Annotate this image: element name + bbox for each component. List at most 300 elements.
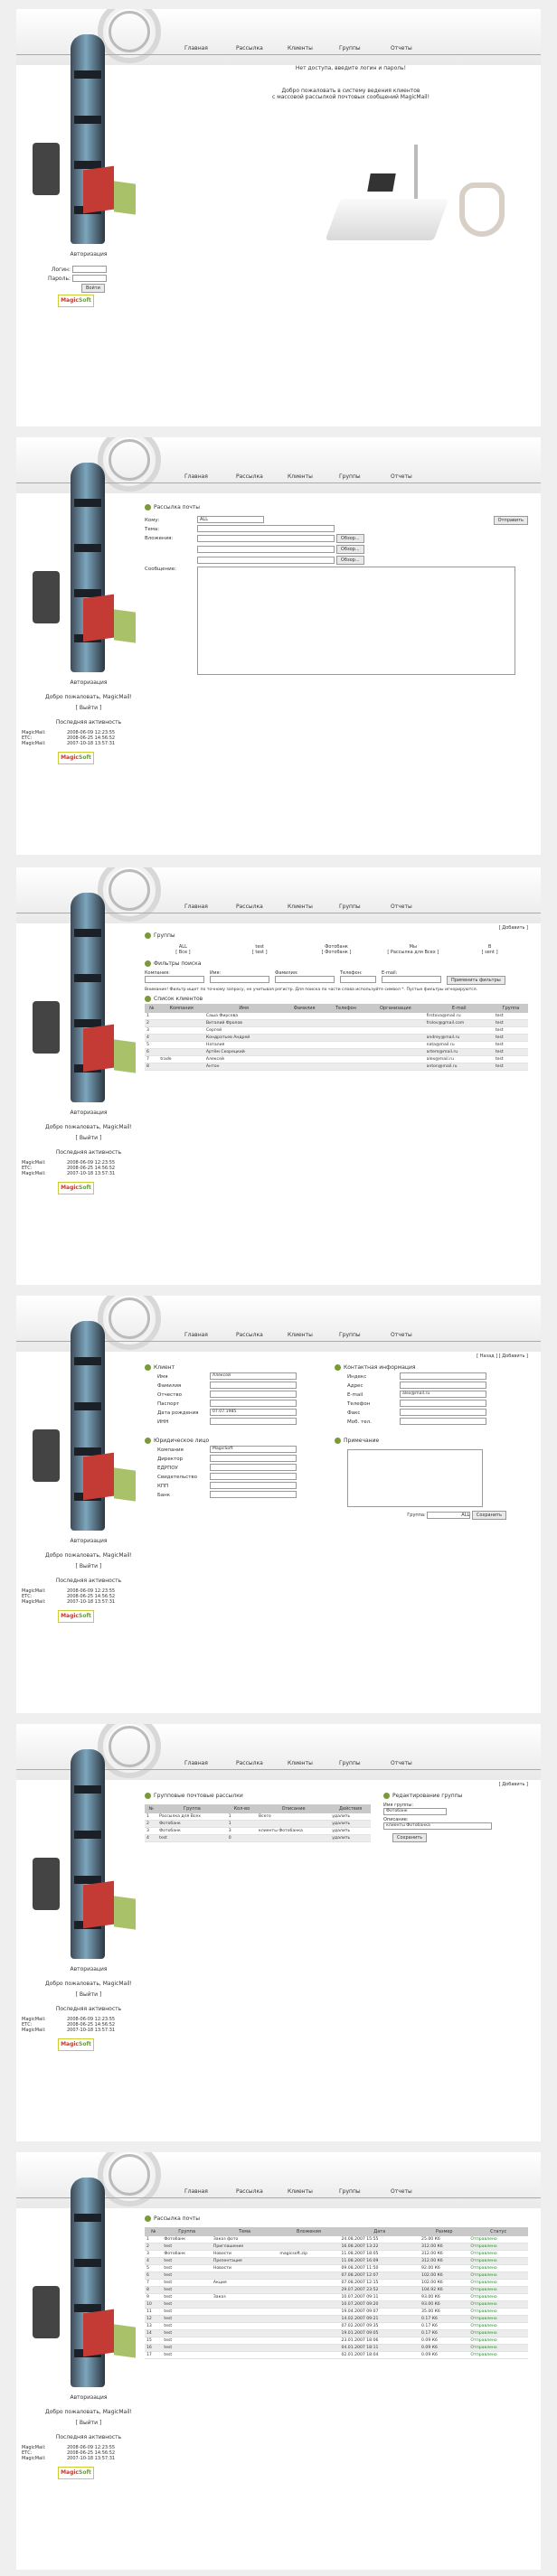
column-header: Имя: [204, 1004, 284, 1013]
form-row: [335, 1391, 506, 1398]
table-cell: [158, 1063, 204, 1071]
chair-illustration: [33, 1429, 60, 1482]
table-row[interactable]: [145, 2265, 528, 2272]
table-cell: [212, 2316, 278, 2323]
table-cell: Отправлено: [468, 2337, 528, 2345]
login-button[interactable]: Войти: [81, 284, 105, 293]
form-row: [145, 1418, 316, 1425]
table-cell: [283, 1056, 325, 1063]
table-cell: Антон: [204, 1063, 284, 1071]
filter-note: Внимание! Фильтр ищет по точному запросу, не учитывая регистр. Для поиска по части слова используйте символ *. Пустые фильтры игнорируются.: [145, 988, 478, 992]
table-cell: Отправлено: [468, 2272, 528, 2280]
filter-phone-input[interactable]: [340, 976, 376, 983]
table-cell: [326, 1035, 366, 1042]
menu-item[interactable]: Группы: [339, 2188, 361, 2195]
password-label: Пароль:: [47, 275, 71, 282]
table-row[interactable]: [145, 1035, 528, 1042]
panel-groups: [16, 1724, 541, 2141]
column-header: Вложения: [278, 2227, 339, 2236]
save-button[interactable]: Сохранить: [392, 1833, 427, 1842]
table-cell: trade: [158, 1056, 204, 1063]
auth-title: Авторизация: [70, 1538, 108, 1544]
check-icon: [145, 932, 151, 939]
hello-text: Добро пожаловать, MagicMail!: [45, 694, 132, 700]
table-cell: [212, 2309, 278, 2316]
table-cell: [257, 1821, 330, 1828]
filter-company-input[interactable]: [145, 976, 204, 983]
table-row[interactable]: [145, 2330, 528, 2337]
menu-item[interactable]: Клиенты: [288, 45, 313, 52]
table-cell: artem@mail.ru: [425, 1049, 494, 1056]
menu-item[interactable]: Клиенты: [288, 1332, 313, 1338]
tower-band: [74, 1402, 101, 1410]
table-cell: Саша Фирсова: [204, 1013, 284, 1020]
form-row: [335, 1382, 506, 1389]
column-header: №: [145, 1804, 157, 1813]
mail-title: Рассылка почты: [154, 2215, 201, 2222]
table-cell: 7: [145, 2280, 162, 2287]
group-tab[interactable]: Мы [ Рассылка для Всех ]: [387, 944, 439, 955]
message-label: Сообщение:: [145, 567, 176, 572]
table-cell: 0.09 Кб: [420, 2345, 468, 2352]
form-row: [145, 1491, 316, 1498]
group-edit-title: Редактирование группы: [392, 1793, 463, 1799]
table-cell: [366, 1049, 425, 1056]
menu-item[interactable]: Отчеты: [391, 45, 412, 52]
menu-item[interactable]: Рассылка: [236, 45, 263, 52]
field-label: Адрес: [347, 1382, 363, 1389]
field-input[interactable]: [210, 1491, 297, 1498]
field-input[interactable]: 07.07.1985: [210, 1409, 297, 1416]
browse-button-1[interactable]: Обзор...: [336, 534, 364, 543]
table-cell: 17: [145, 2352, 162, 2359]
attach-input-3[interactable]: [197, 557, 335, 564]
table-row[interactable]: [145, 1835, 371, 1842]
table-row[interactable]: [145, 1013, 528, 1020]
subject-input[interactable]: [197, 525, 335, 532]
send-button[interactable]: Отправить: [494, 516, 528, 525]
menu-item[interactable]: Рассылка: [236, 1332, 263, 1338]
table-cell: test: [162, 2287, 211, 2294]
table-cell: [366, 1020, 425, 1027]
table-cell: test: [162, 2301, 211, 2309]
table-cell: 23.01.2007 18:06: [339, 2337, 420, 2345]
table-row[interactable]: [145, 2294, 528, 2301]
table-cell: Кондратьев Андрей: [204, 1035, 284, 1042]
groups-list-title: Групповые почтовые рассылки: [154, 1793, 243, 1799]
table-row[interactable]: [145, 2316, 528, 2323]
contact-block: [335, 1363, 506, 1427]
table-row[interactable]: [145, 2345, 528, 2352]
table-cell: [278, 2316, 339, 2323]
check-icon: [145, 1438, 151, 1444]
menu-item[interactable]: Отчеты: [391, 1332, 412, 1338]
browse-button-2[interactable]: Обзор...: [336, 545, 364, 554]
green-chair-illustration: [114, 609, 136, 642]
table-cell: 10.07.2007 09:20: [339, 2301, 420, 2309]
filter-email-input[interactable]: [382, 976, 441, 983]
tower-band: [74, 1831, 101, 1839]
table-cell: 8: [145, 2287, 162, 2294]
group-tab[interactable]: В [ sent ]: [481, 944, 498, 955]
main: [145, 2214, 528, 2359]
form-row: [145, 1473, 316, 1480]
table-cell: удалить: [330, 1835, 371, 1842]
field-input[interactable]: [210, 1418, 297, 1425]
main: [161, 65, 541, 100]
tower-band: [74, 974, 101, 982]
table-row[interactable]: [145, 2337, 528, 2345]
org-title: Юридическое лицо: [154, 1438, 210, 1444]
decor-illustration: [20, 893, 139, 1110]
field-input[interactable]: [400, 1409, 486, 1416]
subject-label: Тема:: [145, 526, 160, 532]
groups-title: Группы: [154, 932, 175, 939]
menu-item[interactable]: Клиенты: [288, 2188, 313, 2195]
table-cell: test: [162, 2294, 211, 2301]
table-cell: Алексей: [204, 1056, 284, 1063]
table-cell: andrey@mail.ru: [425, 1035, 494, 1042]
table-cell: Сергей: [204, 1027, 284, 1035]
table-cell: 2: [145, 2243, 162, 2251]
menu-item[interactable]: Группы: [339, 473, 361, 480]
table-cell: nata@mail.ru: [425, 1042, 494, 1049]
menu-item[interactable]: Рассылка: [236, 1760, 263, 1766]
table-row[interactable]: [145, 1042, 528, 1049]
check-icon: [335, 1364, 341, 1371]
filter-name-input[interactable]: [210, 976, 269, 983]
table-cell: [212, 2301, 278, 2309]
field-label: ИНН: [157, 1419, 169, 1425]
main-menu: [184, 904, 442, 910]
logout-link[interactable]: [ Выйти ]: [75, 1991, 102, 1998]
menu-item[interactable]: Группы: [339, 1760, 361, 1766]
field-input[interactable]: [210, 1464, 297, 1471]
chair-illustration: [33, 571, 60, 623]
red-chair-illustration: [83, 1881, 114, 1929]
table-cell: 0.17 Кб: [420, 2330, 468, 2337]
group-select[interactable]: ALL: [427, 1512, 470, 1519]
save-button[interactable]: Сохранить: [472, 1511, 506, 1520]
field-input[interactable]: [210, 1482, 297, 1489]
field-input[interactable]: [210, 1455, 297, 1462]
table-row[interactable]: [145, 1027, 528, 1035]
table-cell: 10: [145, 2301, 162, 2309]
menu-item[interactable]: Главная: [184, 1760, 208, 1766]
table-cell: Фотобанк: [157, 1821, 227, 1828]
table-cell: Фотобанк: [157, 1828, 227, 1835]
table-cell: test: [162, 2337, 211, 2345]
form-row: [145, 1400, 316, 1407]
table-cell: 0.09 Кб: [420, 2352, 468, 2359]
chair-illustration: [33, 143, 60, 195]
back-link[interactable]: [ Назад ]: [477, 1354, 498, 1359]
table-row[interactable]: [145, 1020, 528, 1027]
column-header: Описание: [257, 1804, 330, 1813]
menu-item[interactable]: Главная: [184, 45, 208, 52]
magicsoft-logo: MagicSoft: [58, 1610, 94, 1623]
table-cell: 19.01.2007 09:05: [339, 2330, 420, 2337]
table-cell: 93.00 Кб: [420, 2301, 468, 2309]
table-cell: [366, 1013, 425, 1020]
table-row[interactable]: [145, 2251, 528, 2258]
form-row: [145, 1391, 316, 1398]
table-cell: 14.02.2007 09:21: [339, 2316, 420, 2323]
apply-filters-button[interactable]: Применить фильтры: [447, 976, 505, 985]
logout-link[interactable]: [ Выйти ]: [75, 2420, 102, 2426]
table-row[interactable]: [145, 2258, 528, 2265]
table-cell: 7: [145, 1056, 158, 1063]
group-tab[interactable]: ALL [ Все ]: [175, 944, 191, 955]
table-row[interactable]: [145, 2243, 528, 2251]
magicsoft-logo: MagicSoft: [58, 1182, 94, 1194]
logout-link[interactable]: [ Выйти ]: [75, 1135, 102, 1141]
field-input[interactable]: alex@mail.ru: [400, 1391, 486, 1398]
table-cell: test: [494, 1013, 528, 1020]
field-input[interactable]: [210, 1391, 297, 1398]
menu-item[interactable]: Группы: [339, 45, 361, 52]
last-activity-title: Последняя активность: [55, 2006, 122, 2012]
column-header: Дата: [339, 2227, 420, 2236]
logout-link[interactable]: [ Выйти ]: [75, 705, 102, 711]
chair-illustration: [33, 2286, 60, 2338]
table-row[interactable]: [145, 1049, 528, 1056]
table-cell: 12: [145, 2316, 162, 2323]
field-label: Имя: [157, 1373, 168, 1380]
table-cell: 3: [145, 1828, 157, 1835]
tower-band: [74, 116, 101, 124]
table-cell: [212, 2345, 278, 2352]
table-row[interactable]: [145, 2236, 528, 2243]
table-cell: [212, 2330, 278, 2337]
password-input[interactable]: [72, 275, 107, 282]
table-cell: 11: [145, 2309, 162, 2316]
field-input[interactable]: [400, 1400, 486, 1407]
menu-item[interactable]: Главная: [184, 473, 208, 480]
field-input[interactable]: [400, 1382, 486, 1389]
table-cell: [366, 1035, 425, 1042]
table-cell: 3: [227, 1828, 257, 1835]
menu-item[interactable]: Клиенты: [288, 473, 313, 480]
table-cell: [326, 1063, 366, 1071]
check-icon: [145, 1793, 151, 1799]
notes-textarea[interactable]: [347, 1449, 483, 1507]
table-cell: [278, 2280, 339, 2287]
table-cell: 6: [145, 1049, 158, 1056]
column-header: Компания: [158, 1004, 204, 1013]
table-cell: 104.92 Кб: [420, 2287, 468, 2294]
main-menu: [184, 45, 442, 52]
red-chair-illustration: [83, 1025, 114, 1073]
table-row[interactable]: [145, 2301, 528, 2309]
table-cell: 07.08.2007 12:15: [339, 2280, 420, 2287]
table-cell: Заказ фото: [212, 2236, 278, 2243]
table-row[interactable]: [145, 1828, 371, 1835]
table-row[interactable]: [145, 2352, 528, 2359]
table-cell: 11.08.2007 16:09: [339, 2258, 420, 2265]
table-cell: 1: [145, 1813, 157, 1821]
activity-list: MagicMail: 2008-06-09 12:23:55 ЕТС: 2008-06-25 14:56:52 MagicMail: 2007-10-18 13:57:31: [22, 2445, 116, 2461]
table-cell: 4: [145, 1835, 157, 1842]
table-cell: удалить: [330, 1813, 371, 1821]
group-tab[interactable]: Фотобанк [ Фотобанк ]: [321, 944, 352, 955]
table-cell: [326, 1013, 366, 1020]
table-cell: test: [162, 2330, 211, 2337]
group-name-input[interactable]: Фотобанк: [383, 1808, 447, 1815]
attach-input-1[interactable]: [197, 535, 335, 542]
hello-text: Добро пожаловать, MagicMail!: [45, 1981, 132, 1987]
table-row[interactable]: [145, 1821, 371, 1828]
table-cell: [326, 1042, 366, 1049]
add-link[interactable]: [ Добавить ]: [498, 1782, 528, 1787]
menu-item[interactable]: Главная: [184, 2188, 208, 2195]
table-cell: [278, 2243, 339, 2251]
table-cell: 312.00 Кб: [420, 2258, 468, 2265]
field-input[interactable]: [210, 1382, 297, 1389]
table-cell: 3: [145, 2251, 162, 2258]
last-activity-title: Последняя активность: [55, 2434, 122, 2440]
table-cell: 0.09 Кб: [420, 2337, 468, 2345]
filter-surname-input[interactable]: [275, 976, 335, 983]
column-header: Размер: [420, 2227, 468, 2236]
check-icon: [145, 1364, 151, 1371]
add-link[interactable]: [ Добавить ]: [498, 1354, 528, 1359]
chair-illustration: [33, 1858, 60, 1910]
main: [145, 925, 528, 1071]
table-cell: test: [494, 1049, 528, 1056]
login-input[interactable]: [72, 266, 107, 273]
table-cell: test: [162, 2323, 211, 2330]
auth-title: Авторизация: [70, 251, 108, 258]
field-input[interactable]: Алексей: [210, 1372, 297, 1380]
browse-button-3[interactable]: Обзор...: [336, 556, 364, 565]
field-input[interactable]: [210, 1473, 297, 1480]
green-chair-illustration: [114, 1467, 136, 1501]
group-desc-input[interactable]: клиенты Фотобанка: [383, 1822, 492, 1830]
field-label: Дата рождения: [157, 1410, 199, 1416]
group-tab[interactable]: test [ test ]: [251, 944, 268, 955]
menu-item[interactable]: Клиенты: [288, 904, 313, 910]
menu-item[interactable]: Отчеты: [391, 1760, 412, 1766]
to-select[interactable]: ALL: [197, 516, 264, 523]
activity-list: MagicMail: 2008-06-09 12:23:55 ЕТС: 2008-06-25 14:56:52 MagicMail: 2007-10-18 13:57:31: [22, 730, 116, 746]
field-input[interactable]: [400, 1418, 486, 1425]
add-link[interactable]: [ Добавить ]: [498, 925, 528, 931]
main: [145, 1782, 528, 1842]
red-chair-illustration: [83, 1453, 114, 1501]
decor-illustration: [20, 1749, 139, 1966]
check-icon: [335, 1438, 341, 1444]
table-cell: test: [162, 2243, 211, 2251]
table-row[interactable]: [145, 2323, 528, 2330]
magicsoft-logo: MagicSoft: [58, 295, 94, 307]
table-row[interactable]: [145, 2280, 528, 2287]
table-cell: test: [494, 1027, 528, 1035]
table-cell: [278, 2294, 339, 2301]
field-label: Директор: [157, 1456, 184, 1462]
group-name-label: Имя группы:: [383, 1803, 414, 1808]
table-cell: Новости: [212, 2265, 278, 2272]
menu-item[interactable]: Группы: [339, 904, 361, 910]
column-header: E-mail: [425, 1004, 494, 1013]
menu-item[interactable]: Рассылка: [236, 904, 263, 910]
tower-band: [74, 1357, 101, 1365]
table-cell: test: [157, 1835, 227, 1842]
table-cell: 04.01.2007 18:11: [339, 2345, 420, 2352]
table-cell: Фотобанк: [162, 2251, 211, 2258]
table-row[interactable]: [145, 2272, 528, 2280]
table-cell: 09.08.2007 11:50: [339, 2265, 420, 2272]
main-menu: [184, 1760, 442, 1766]
menu-item[interactable]: Клиенты: [288, 1760, 313, 1766]
field-input[interactable]: [400, 1372, 486, 1380]
activity-list: MagicMail: 2008-06-09 12:23:55 ЕТС: 2008-06-25 14:56:52 MagicMail: 2007-10-18 13:57:31: [22, 1588, 116, 1605]
table-cell: 07.02.2007 09:35: [339, 2323, 420, 2330]
table-cell: 1: [227, 1821, 257, 1828]
table-cell: [158, 1049, 204, 1056]
table-cell: test: [494, 1020, 528, 1027]
form-row: [145, 1409, 316, 1416]
panel-mail: [16, 437, 541, 855]
table-cell: [278, 2323, 339, 2330]
menu-item[interactable]: Отчеты: [391, 473, 412, 480]
form-row: [145, 1464, 316, 1471]
table-cell: [212, 2272, 278, 2280]
table-cell: Виталий Фролов: [204, 1020, 284, 1027]
table-row[interactable]: [145, 1813, 371, 1821]
table-cell: 19.04.2007 09:07: [339, 2309, 420, 2316]
last-activity-title: Последняя активность: [55, 1149, 122, 1156]
table-cell: 6: [145, 2272, 162, 2280]
table-cell: [278, 2309, 339, 2316]
table-cell: Отправлено: [468, 2251, 528, 2258]
mail-form: [145, 516, 528, 675]
table-cell: 0.17 Кб: [420, 2323, 468, 2330]
menu-item[interactable]: Рассылка: [236, 473, 263, 480]
menu-item[interactable]: Группы: [339, 1332, 361, 1338]
menu-item[interactable]: Главная: [184, 1332, 208, 1338]
field-input[interactable]: [210, 1400, 297, 1407]
table-cell: 16: [145, 2345, 162, 2352]
message-textarea[interactable]: [197, 567, 515, 675]
table-row[interactable]: [145, 1063, 528, 1071]
table-cell: [326, 1020, 366, 1027]
table-row[interactable]: [145, 2309, 528, 2316]
decor-illustration: [20, 34, 139, 251]
table-cell: [278, 2337, 339, 2345]
table-row[interactable]: [145, 2287, 528, 2294]
field-label: Банк: [157, 1492, 171, 1498]
field-input[interactable]: MagicSoft: [210, 1446, 297, 1453]
menu-item[interactable]: Главная: [184, 904, 208, 910]
table-row[interactable]: [145, 1056, 528, 1063]
group-edit-block: [383, 1791, 519, 1842]
field-label: ЕДРПОУ: [157, 1465, 178, 1471]
table-cell: 4: [145, 1035, 158, 1042]
table-cell: Новости: [212, 2251, 278, 2258]
logout-link[interactable]: [ Выйти ]: [75, 1563, 102, 1569]
menu-item[interactable]: Отчеты: [391, 2188, 412, 2195]
table-cell: 16.08.2007 13:22: [339, 2243, 420, 2251]
table-cell: 11.08.2007 18:05: [339, 2251, 420, 2258]
menu-item[interactable]: Отчеты: [391, 904, 412, 910]
attach-input-2[interactable]: [197, 546, 335, 553]
menu-item[interactable]: Рассылка: [236, 2188, 263, 2195]
table-cell: [278, 2265, 339, 2272]
column-header: Группа: [157, 1804, 227, 1813]
table-cell: [278, 2330, 339, 2337]
form-row: [145, 1372, 316, 1380]
